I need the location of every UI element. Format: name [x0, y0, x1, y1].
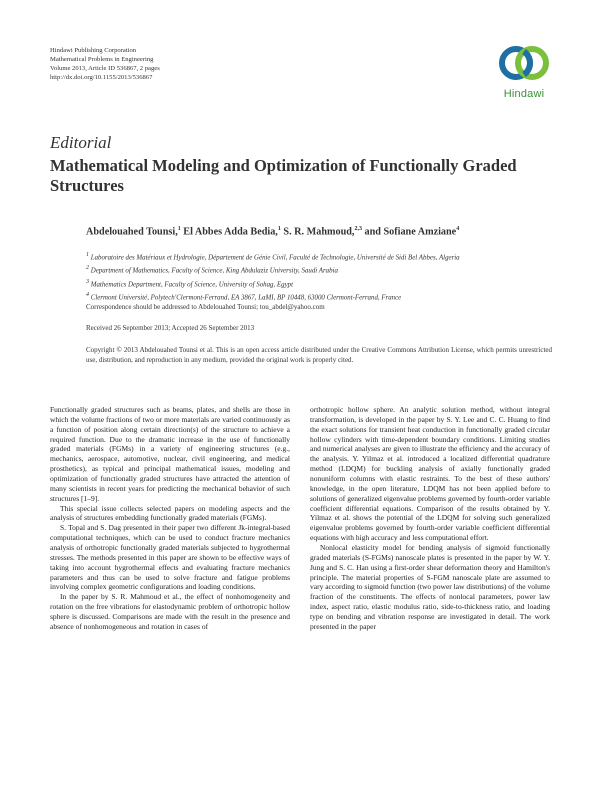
affiliation-list: [86, 250, 566, 303]
affiliation-marker: 2: [86, 265, 89, 272]
affiliation-marker: 4: [86, 291, 89, 298]
body-column-right: [310, 405, 550, 632]
affiliation-text: Department of Mathematics, Faculty of Science, King Abdulaziz University, Saudi Arabia: [90, 267, 338, 275]
author-affiliation-marker: 2,3: [354, 226, 362, 232]
publisher-name: Hindawi Publishing Corporation: [50, 47, 137, 54]
received-accepted-dates: Received 26 September 2013; Accepted 26 September 2013: [86, 324, 255, 332]
journal-name: Mathematical Problems in Engineering: [50, 55, 154, 63]
doi-link[interactable]: http://dx.doi.org/10.1155/2013/536867: [50, 73, 153, 81]
affiliation-text: Clermont Université, Polytech'Clermont-Ferrand, EA 3867, LaMI, BP 10448, 63000 Clermont-Ferrand, France: [90, 294, 402, 302]
body-paragraph: This special issue collects selected papers on modeling aspects and the analysis of structures embedding functionally graded materials (FGMs).: [50, 503, 290, 523]
logo-wordmark: Hindawi: [503, 88, 545, 100]
author-affiliation-marker: 1: [177, 226, 181, 232]
correspondence-note: Correspondence should be addressed to Abdelouahed Tounsi; tou_abdel@yahoo.com: [86, 303, 325, 311]
body-paragraph: S. Topal and S. Dag presented in their paper two different Jk-integral-based computational techniques, which can be used to conduct fracture mechanics analysis of orthotropic functionally graded materials subjected to hygrothermal stresses. The methods presented in this paper are shown to be effective ways of taking into account hygrothermal effects and evaluating fracture mechanics parameters and thus can be used to solve fracture and fatigue problems involving complex geometric configurations and loading conditions.: [50, 523, 290, 592]
author-list: [86, 226, 566, 237]
article-type: Editorial: [50, 133, 112, 152]
affiliation-text: Laboratoire des Matériaux et Hydrologie, Département de Génie Civil, Faculté de Technologie, Université de Sidi Bel Abbes, Algeria: [90, 254, 460, 262]
hindawi-logo: [496, 40, 552, 104]
publication-metadata: [50, 47, 160, 83]
affiliation-item: [86, 250, 566, 263]
body-paragraph: Functionally graded structures such as beams, plates, and shells are those in which the volume fractions of two or more materials are varied continuously as a function of position along certain direction(s) of the structure to achieve a required function. Due to the dramatic increase in the use of functionally graded materials (FGMs) in a variety of engineering structures (e.g., mechanics, aerospace, automotive, nuclear, civil engineering, and medical prosthetics), as typical and principal mathematical issues, modeling and optimization of functionally graded structures have attracted the attention of many scientists in recent years for predicting the mechanical behavior of such structures [1–9].: [50, 405, 290, 503]
copyright-notice: Copyright © 2013 Abdelouahed Tounsi et al. This is an open access article distributed under the Creative Commons Attribution License, which permits unrestricted use, distribution, and reproduction in any medium, provided the original work is properly cited.: [86, 346, 552, 364]
author-name: Abdelouahed Tounsi,: [86, 226, 178, 238]
hindawi-rings-logo-icon: [496, 40, 552, 86]
author-name: and Sofiane Amziane: [364, 226, 457, 238]
affiliation-item: [86, 290, 566, 303]
body-paragraph: orthotropic hollow sphere. An analytic solution method, without integral transformation, is developed in the paper by S. Y. Lee and C. C. Huang to find the exact solutions for transient heat conduction in functionally graded circular hollow cylinders with time-dependent boundary conditions. Limiting studies and numerical analyses are given to illustrate the efficiency and the accuracy of the analysis. Y. Yilmaz et al. introduced a localized differential quadrature method (LDQM) for buckling analysis of axially functionally graded nonuniform columns with elastic restraints. To the best of these authors' knowledge, in the open literature, LDQM has not been applied before to solutions of generalized eigenvalue problems governed by fourth-order variable coefficient differential equations. Comparison of the results obtained by Y. Yilmaz et al. shows the potential of the LDQM for solving such generalized eigenvalue problems governed by fourth-order variable coefficient differential equations with high accuracy and less computational effort.: [310, 405, 550, 543]
affiliation-text: Mathematics Department, Faculty of Science, University of Sohag, Egypt: [90, 280, 293, 288]
author-name: El Abbes Adda Bedia,: [183, 226, 278, 238]
volume-info: Volume 2013, Article ID 536867, 2 pages: [50, 64, 160, 72]
affiliation-marker: 1: [86, 252, 89, 258]
body-paragraph: Nonlocal elasticity model for bending analysis of sigmoid functionally graded materials (S-FGMs) nanoscale plates is presented in the paper by W. Y. Jung and S. C. Han using a first-order shear deformation theory and Hamilton's principle. The material properties of S-FGM nanoscale plate are assumed to vary according to sigmoid function (two power law distributions) of the volume fraction of the constituents. The effects of nonlocal parameters, power law index, aspect ratio, elastic modulus ratio, side-to-thickness ratio, and loading type on bending and vibration response are investigated in detail. The work presented in the paper: [310, 543, 550, 631]
author-affiliation-marker: 4: [456, 226, 460, 232]
body-column-left: [50, 405, 290, 632]
affiliation-item: [86, 263, 566, 276]
article-title: Mathematical Modeling and Optimization of Functionally Graded Structures: [50, 156, 517, 195]
affiliation-marker: 3: [86, 278, 89, 285]
author-name: S. R. Mahmoud,: [283, 226, 355, 238]
affiliation-item: [86, 277, 566, 290]
body-paragraph: In the paper by S. R. Mahmoud et al., the effect of nonhomogeneity and rotation on the free vibrations for elastodynamic problem of orthotropic hollow sphere is discussed. Comparisons are made with the result in the presence and absence of nonhomogeneous and rotation in cases of: [50, 592, 290, 631]
author-affiliation-marker: 1: [277, 226, 281, 232]
